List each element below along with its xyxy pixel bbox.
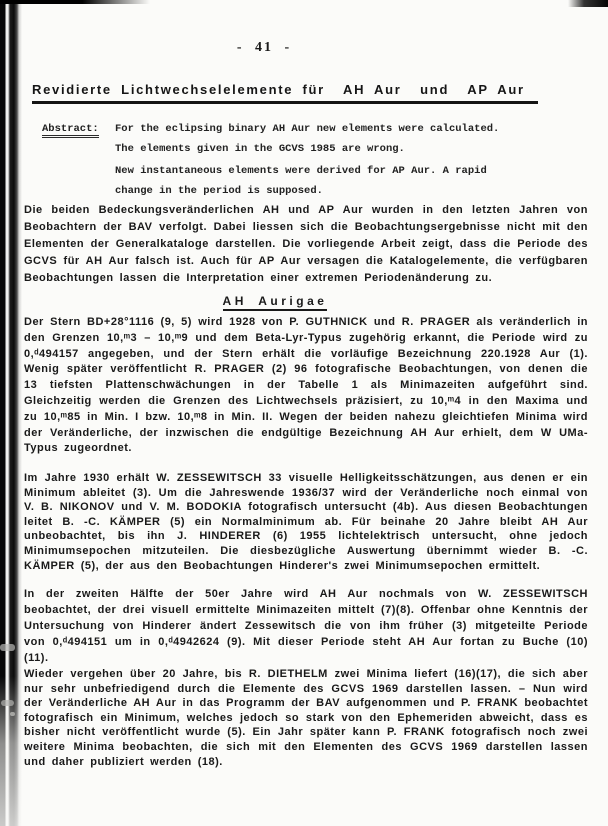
- abstract-text: [115, 120, 588, 201]
- section-heading: [24, 294, 588, 308]
- abstract-block: [42, 120, 588, 201]
- page-number: - 41 -: [236, 40, 292, 55]
- abstract-line: change in the period is supposed.: [115, 184, 323, 197]
- intro-paragraph: Die beiden Bedeckungsveränderlichen AH und AP Aur wurden in den letzten Jahren von Beobachtern der BAV verfolgt. Dabei liessen sich die Beobachtungsergebnisse nicht mit den Elementen der Generalkataloge darstellen. Die vorliegende Arbeit zeigt, dass die Periode des GCVS für AH Aur falsch ist. Auch für AP Aur versagen die Katalogelemente, die verfügbaren Beobachtungen lassen die Interpretation einer extremen Periodenänderung zu.: [24, 204, 588, 284]
- section-heading-text: AH Aurigae: [223, 294, 328, 311]
- abstract-line: The elements given in the GCVS 1985 are wrong.: [115, 142, 405, 155]
- scan-artifact-left-edge-fade: [0, 676, 24, 826]
- abstract-line: New instantaneous elements were derived for AP Aur. A rapid: [115, 165, 487, 177]
- abstract-line: For the eclipsing binary AH Aur new elements were calculated.: [115, 123, 500, 135]
- abstract-label: Abstract:: [42, 123, 99, 138]
- scan-smudge: [0, 644, 15, 651]
- scan-smudge: [10, 712, 15, 716]
- body-paragraph: Wieder vergehen über 20 Jahre, bis R. DIETHELM zwei Minima liefert (16)(17), die sich aber nur sehr unbefriedigend durch die Elemente des GCVS 1969 darstellen lassen. – Nun wird der Veränderliche AH Aur in das Programm der BAV aufgenommen und P. FRANK beobachtet fotografisch ein Minimum, welches jedoch so stark von den Ephemeriden abweicht, dass es bisher nicht veröffentlicht wurde (5). Ein Jahr später kann P. FRANK fotografisch noch zwei weitere Minima beobachten, die sich mit den Elementen des GCVS 1969 darstellen lassen und daher publiziert werden (18).: [24, 668, 588, 768]
- body-paragraph: Im Jahre 1930 erhält W. ZESSEWITSCH 33 visuelle Helligkeitsschätzungen, aus denen er ein Minimum ableitet (3). Um die Jahreswende 1936/37 wird der Veränderliche noch einmal von V. B. NIKONOV und V. M. BODOKIA fotografisch untersucht (4b). Aus diesen Beobachtungen leitet B. -C. KÄMPER (5) ein Normalminimum ab. Für beinahe 20 Jahre bleibt AH Aur unbeobachtet, bis ihn J. HINDERER (6) 1955 lichtelektrisch untersucht, ohne jedoch Minimumsepochen mitzuteilen. Die diesbezügliche Auswertung übernimmt wieder B. -C. KÄMPER (5), der aus den Beobachtungen Hinderer's zwei Minimumsepochen ermittelt.: [24, 472, 588, 572]
- body-paragraph: In der zweiten Hälfte der 50er Jahre wird AH Aur nochmals von W. ZESSEWITSCH beobachtet, der drei visuell ermittelte Minimazeiten mittelt (7)(8). Offenbar ohne Kenntnis der Untersuchung von Hinderer ändert Zessewitsch die von ihm früher (3) mitgeteilte Periode von 0,ᵈ494151 um in 0,ᵈ4942624 (9). Mit dieser Periode steht AH Aur fortan zu Buche (10)(11).: [24, 588, 588, 664]
- article-title: Revidierte Lichtwechselelemente für AH Aur und AP Aur: [32, 82, 538, 104]
- abstract-label-wrap: [42, 120, 115, 140]
- body-paragraph: Der Stern BD+28°1116 (9, 5) wird 1928 von P. GUTHNICK und R. PRAGER als veränderlich in den Grenzen 10,ᵐ3 – 10,ᵐ9 und dem Beta-Lyr-Typus zugehörig erkannt, die Periode wird zu 0,ᵈ494157 angegeben, und der Stern erhält die vorläufige Bezeichnung 220.1928 Aur (1). Wenig später veröffentlicht R. PRAGER (2) 96 fotografische Beobachtungen, von denen die 13 tiefsten Plattenschwächungen in der Tabelle 1 als Minimazeiten aufgeführt sind. Gleichzeitig werden die Grenzen des Lichtwechsels präzisiert, zu 10,ᵐ4 in den Maxima und zu 10,ᵐ85 in Min. I bzw. 10,ᵐ8 in Min. II. Wegen der beiden nahezu gleichtiefen Minima wird der Veränderliche, der inzwischen die endgültige Bezeichnung AH Aur erhielt, dem W UMa-Typus zugeordnet.: [24, 316, 588, 455]
- scan-smudge: [1, 700, 14, 706]
- page-content: [24, 0, 588, 826]
